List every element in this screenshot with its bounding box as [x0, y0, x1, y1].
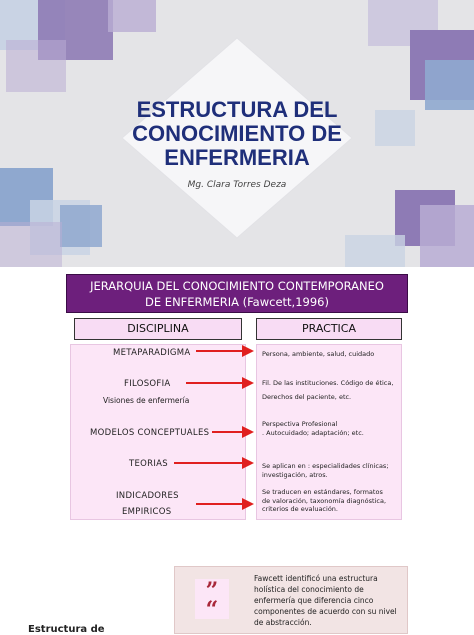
- practica-item: Persona, ambiente, salud, cuidado: [262, 350, 375, 358]
- disciplina-label: DISCIPLINA: [74, 318, 242, 340]
- title-line: ENFERMERIA: [164, 145, 310, 170]
- decor-square: [345, 235, 405, 267]
- quote-card: [174, 566, 408, 634]
- decor-square: [0, 222, 62, 267]
- decor-square: [6, 40, 66, 92]
- visiones-label: Visiones de enfermería: [103, 396, 190, 405]
- author: Mg. Clara Torres Deza: [187, 180, 287, 190]
- indicadores-label: INDICADORES: [116, 491, 179, 501]
- header-line: DE ENFERMERIA (Fawcett,1996): [145, 295, 329, 309]
- practica-label: PRACTICA: [256, 318, 402, 340]
- decor-square: [60, 205, 102, 247]
- filosofia-label: FILOSOFIA: [124, 379, 171, 389]
- title-line: ESTRUCTURA DEL: [136, 97, 338, 122]
- modelos-label: MODELOS CONCEPTUALES: [90, 428, 210, 438]
- title-line: CONOCIMIENTO DE: [132, 121, 342, 146]
- next-section-heading: Estructura de: [28, 624, 105, 635]
- title-slide: [0, 0, 474, 267]
- title: [90, 98, 384, 170]
- decor-square: [425, 60, 474, 110]
- quote-icon: ” “: [195, 579, 229, 619]
- teorias-label: TEORIAS: [129, 459, 168, 469]
- decor-square: [420, 205, 474, 267]
- practica-item: Se aplican en : especialidades clínicas; investigación, atros.: [262, 462, 389, 479]
- practica-item: Derechos del paciente, etc.: [262, 393, 352, 401]
- practica-item: Fil. De las instituciones. Código de ética,: [262, 379, 394, 387]
- practica-item: Perspectiva Profesional . Autocuidado; adaptación; etc.: [262, 420, 364, 437]
- quote-text: Fawcett identificó una estructura holística del conocimiento de enfermería que diferencia cinco componentes de acuerdo con su nivel de abstracción.: [254, 574, 397, 627]
- metaparadigma-label: METAPARADIGMA: [113, 348, 191, 358]
- decor-square: [108, 0, 156, 32]
- practica-item: Se traducen en estándares, formatos de valoración, taxonomía diagnóstica, criterios de evaluación.: [262, 488, 387, 513]
- header-line: JERARQUIA DEL CONOCIMIENTO CONTEMPORANEO: [90, 279, 384, 293]
- empiricos-label: EMPIRICOS: [122, 507, 172, 517]
